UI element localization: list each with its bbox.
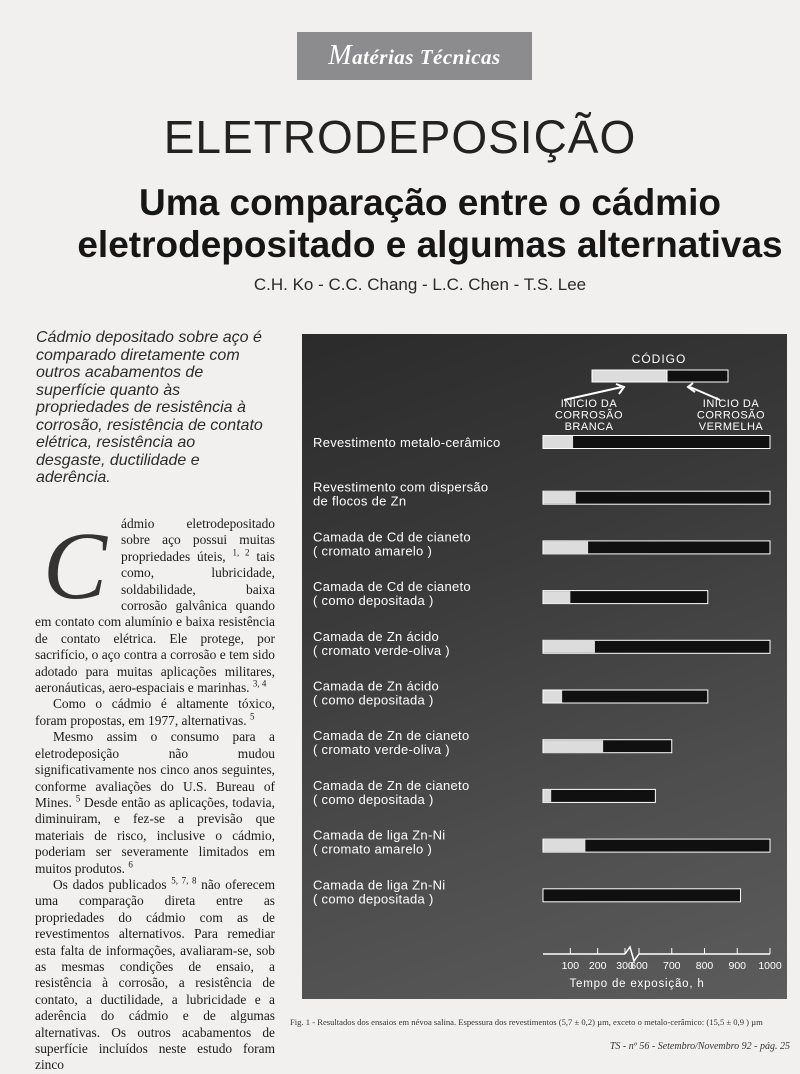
legend-red-swatch (667, 370, 728, 382)
paragraph-2 (35, 696, 275, 729)
category-label: Revestimento metalo-cerâmico (313, 435, 501, 450)
bar-red-corrosion (543, 889, 741, 902)
legend-red-label: CORROSÃO (696, 409, 766, 422)
reference: 5 (249, 711, 255, 722)
section-tab (297, 32, 532, 80)
legend-white-label: CORROSÃO (554, 409, 624, 422)
category-label: ( cromato amarelo ) (313, 841, 433, 857)
category-label: Camada de Zn ácido (313, 628, 440, 644)
bar-white-corrosion (544, 691, 563, 703)
bar-white-corrosion (544, 591, 571, 603)
lede: Cádmio depositado sobre aço é comparado diretamente com outros acabamentos de superfície quanto às propriedades de resistência à corrosão, resistência de contato elétrica, resistência ao desgaste, ductilidade e aderência. (36, 329, 263, 486)
reference: 5 (75, 793, 81, 804)
bar-red-corrosion (543, 690, 708, 703)
headline-line-2: eletrodepositado e algumas alternativas (77, 224, 783, 265)
x-tick-label: 100 (561, 960, 580, 972)
x-tick-label: 300 (616, 960, 634, 972)
paragraph-text: não oferecem uma comparação direta entre as propriedades do cádmio com as de revestimentos alternativos. Para remediar esta falta de informações, avaliaram-se, sob as mesmas condições de ensaio, a resistência à corrosão, a resistência de contato, a ductilidade, a lubricidade e a aderência do cádmio e de algumas alternativas. Os outros acabamentos de superfície incluídos neste estudo foram zinco (35, 876, 276, 1073)
bar-white-corrosion (544, 541, 589, 553)
category-label: ( como depositada ) (313, 692, 434, 708)
reference: 1, 2 (232, 547, 250, 558)
category-label: Camada de Zn ácido (313, 678, 440, 694)
category-label: Camada de Zn de cianeto (313, 728, 470, 744)
paragraph-1 (35, 512, 275, 696)
bar-white-corrosion (544, 740, 604, 752)
category-label: Camada de Cd de cianeto (313, 529, 471, 545)
category-label: ( cromato amarelo ) (313, 543, 433, 559)
body-text (35, 512, 276, 1074)
paragraph-text: ádmio eletrodepositado sobre aço possui muitas propriedades úteis, (121, 516, 275, 564)
category-label: Camada de Cd de cianeto (313, 579, 471, 595)
legend-title: CÓDIGO (631, 352, 687, 366)
reference: 5, 7, 8 (171, 875, 197, 886)
bar-white-corrosion (544, 641, 595, 653)
category-label: ( como depositada ) (313, 593, 434, 609)
figure-caption: Fig. 1 - Resultados dos ensaios em névoa salina. Espessura dos revestimentos (5,7 ± 0,2) µm, exceto o metalo-cerâmico: (15,5 ± 0,9 ) µm (290, 1017, 763, 1027)
category-label: Camada de liga Zn-Ni (313, 827, 446, 843)
category-label: ( cromato verde-oliva ) (313, 642, 450, 658)
legend-white-label: INÍCIO DA (560, 398, 618, 410)
paragraph-text: Mesmo assim o consumo para a eletrodeposição não mudou significativamente nos cinco anos seguintes, conforme avaliações do U.S. Bureau of Mines. (35, 729, 275, 810)
category-label: ( como depositada ) (313, 891, 434, 907)
dropcap: C (42, 512, 108, 619)
x-axis-break (625, 947, 639, 961)
section-title: atérias Técnicas (352, 45, 501, 69)
x-tick-label: 1000 (758, 960, 782, 972)
chart-svg (302, 334, 787, 999)
bar-red-corrosion (543, 436, 770, 449)
legend-white-label: BRANCA (564, 421, 614, 433)
category-label: de flocos de Zn (313, 493, 407, 509)
authors: C.H. Ko - C.C. Chang - L.C. Chen - T.S. Lee (253, 275, 587, 294)
legend-red-label: VERMELHA (698, 421, 764, 433)
reference: 6 (128, 859, 133, 870)
category-label: Revestimento com dispersão (313, 479, 489, 495)
category-label: ( cromato verde-oliva ) (313, 742, 450, 758)
headline (60, 182, 800, 266)
x-axis-label: Tempo de exposição, h (569, 978, 705, 990)
legend-red-label: INÍCIO DA (702, 398, 760, 410)
paragraph-text: Como o cádmio é altamente tóxico, foram propostas, em 1977, alternativas. (35, 696, 275, 728)
paragraph-4 (35, 877, 275, 1074)
bar-white-corrosion (544, 840, 586, 852)
headline-line-1: Uma comparação entre o cádmio (139, 182, 721, 223)
x-tick-label: 600 (630, 960, 648, 972)
bar-white-corrosion (544, 790, 552, 802)
category-label: Camada de Zn de cianeto (313, 777, 470, 793)
bar-red-corrosion (543, 789, 655, 802)
paragraph-text: tais como, lubricidade, soldabilidade, baixa corrosão galvânica quando em contato com alumínio e baixa resistência de contato elétrica. Ele protege, por sacrifício, o aço contra a corrosão e tem sido adotado para muitas aplicações militares, aeronáuticas, aero-espaciais e marinhas. (35, 548, 275, 696)
legend-white-swatch (592, 370, 667, 382)
x-tick-label: 800 (695, 960, 714, 972)
paragraph-text: Desde então as aplicações, todavia, diminuiram, e fez-se a previsão que materiais de risco, inclusive o cádmio, poderiam ser severamente limitados em muitos produtos. (35, 794, 275, 876)
paragraph-3 (35, 729, 275, 877)
section-initial: M (328, 40, 353, 71)
bar-white-corrosion (544, 436, 574, 448)
x-tick-label: 900 (728, 960, 747, 972)
category-label: ( como depositada ) (313, 791, 434, 807)
x-tick-label: 700 (662, 960, 681, 972)
paragraph-text: Os dados publicados (53, 876, 172, 892)
x-tick-label: 200 (588, 960, 607, 972)
page-footer: TS - nº 56 - Setembro/Novembro 92 - pág. 25 (609, 1041, 790, 1052)
bar-red-corrosion (543, 491, 770, 504)
bar-white-corrosion (544, 492, 576, 504)
category-label: Camada de liga Zn-Ni (313, 877, 446, 893)
kicker: ELETRODEPOSIÇÃO (163, 111, 637, 163)
reference: 3, 4 (252, 678, 267, 689)
salt-spray-chart (302, 334, 787, 999)
